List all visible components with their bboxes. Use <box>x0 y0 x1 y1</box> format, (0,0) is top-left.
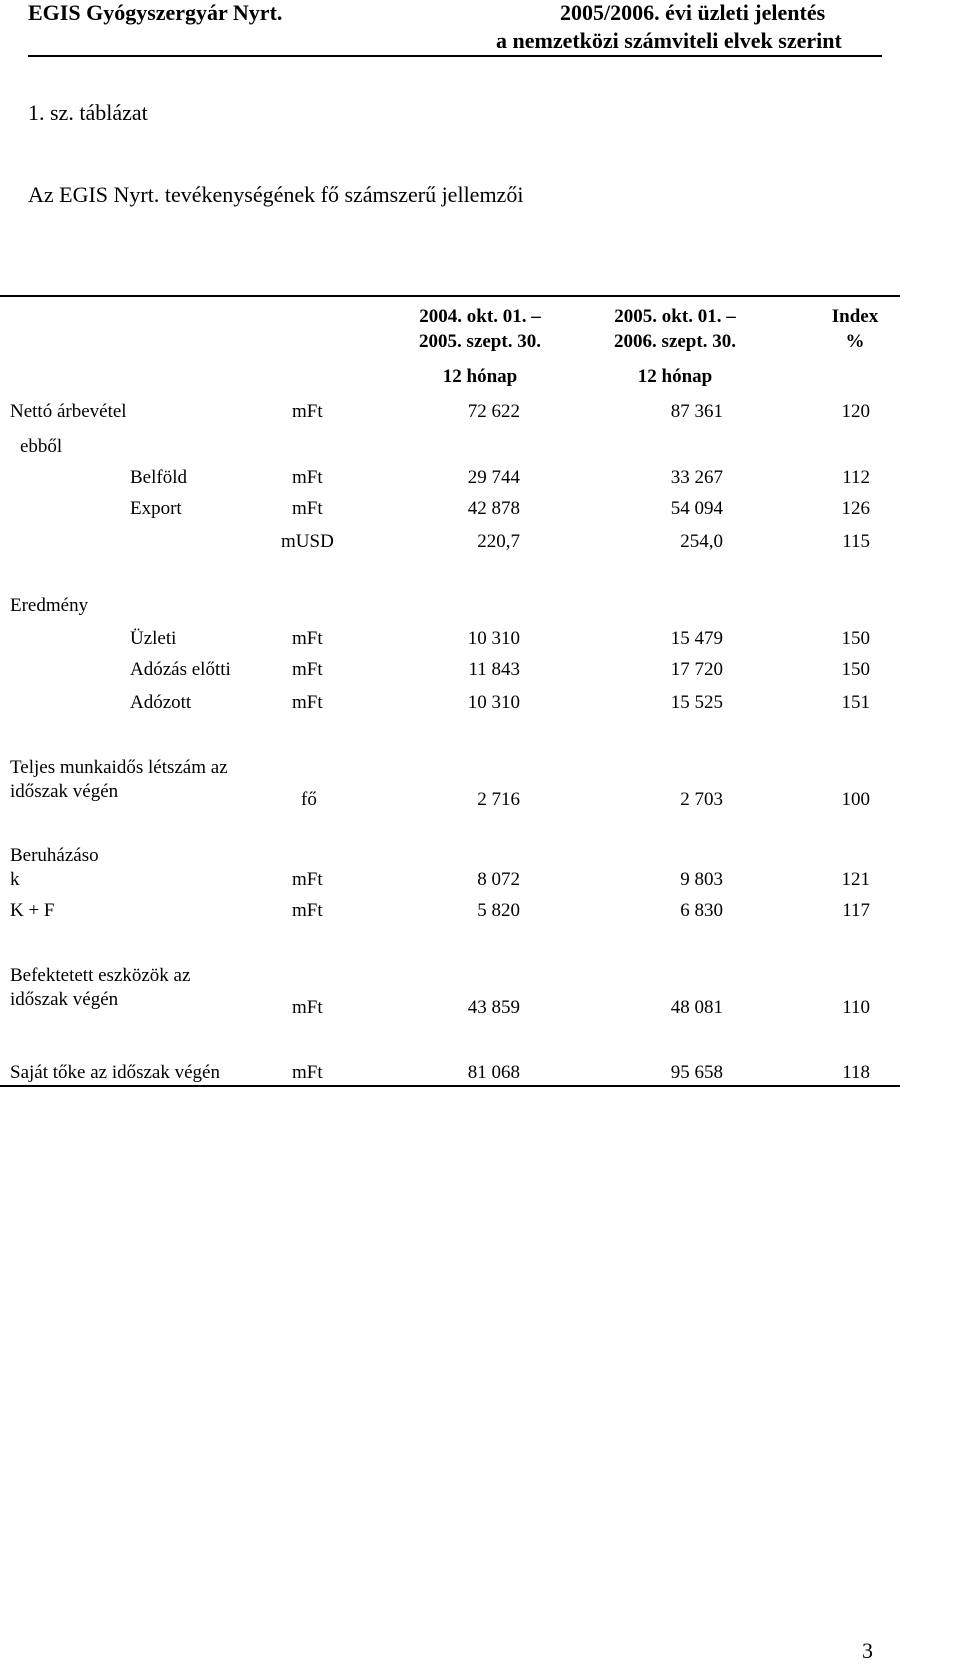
row-unit-investment: mFt <box>292 869 323 890</box>
row-unit-domestic: mFt <box>292 467 323 488</box>
col-period1-months: 12 hónap <box>442 366 518 387</box>
cell-equity-2005: 81 068 <box>467 1062 520 1083</box>
company-name: EGIS Gyógyszergyár Nyrt. <box>28 0 283 25</box>
row-unit-aftertax: mFt <box>292 692 323 713</box>
report-title-line2: a nemzetközi számviteli elvek szerint <box>496 28 842 53</box>
cell-rnd-index: 117 <box>842 900 870 921</box>
row-label-fixed-assets-line2: időszak végén <box>10 989 119 1010</box>
col-period2-line1: 2005. okt. 01. – <box>614 306 736 327</box>
table-bottom-rule <box>0 1085 900 1087</box>
row-label-headcount-line1: Teljes munkaidős létszám az <box>10 757 228 778</box>
page-number: 3 <box>862 1638 873 1663</box>
cell-operating-2005: 10 310 <box>467 628 520 649</box>
cell-domestic-index: 112 <box>842 467 870 488</box>
row-label-rnd: K + F <box>10 900 55 921</box>
cell-fixed-assets-index: 110 <box>842 997 870 1018</box>
cell-export-index: 126 <box>841 498 870 519</box>
cell-net-sales-2006: 87 361 <box>670 401 723 422</box>
cell-net-sales-index: 120 <box>841 401 870 422</box>
cell-net-sales-2005: 72 622 <box>467 401 520 422</box>
table-top-rule <box>0 295 900 297</box>
row-label-investment-line1: Beruházáso <box>10 845 99 866</box>
cell-pretax-2006: 17 720 <box>670 659 723 680</box>
row-unit-export-usd: mUSD <box>281 531 334 552</box>
cell-headcount-2006: 2 703 <box>680 789 723 810</box>
cell-pretax-index: 150 <box>841 659 870 680</box>
col-period2-months: 12 hónap <box>637 366 713 387</box>
cell-pretax-2005: 11 843 <box>468 659 520 680</box>
cell-export-usd-2005: 220,7 <box>477 531 520 552</box>
cell-export-2006: 54 094 <box>670 498 723 519</box>
row-label-of-which: ebből <box>20 436 63 457</box>
cell-rnd-2005: 5 820 <box>477 900 520 921</box>
cell-investment-2006: 9 803 <box>680 869 723 890</box>
report-title-line1: 2005/2006. évi üzleti jelentés <box>560 0 826 25</box>
cell-aftertax-2005: 10 310 <box>467 692 520 713</box>
col-index-line1: Index <box>831 306 879 327</box>
cell-export-usd-index: 115 <box>842 531 870 552</box>
row-label-headcount-line2: időszak végén <box>10 781 119 802</box>
cell-equity-index: 118 <box>842 1062 870 1083</box>
cell-investment-2005: 8 072 <box>477 869 520 890</box>
cell-domestic-2005: 29 744 <box>467 467 520 488</box>
row-label-pretax: Adózás előtti <box>130 659 231 680</box>
row-label-export: Export <box>130 498 182 519</box>
row-unit-operating: mFt <box>292 628 323 649</box>
cell-domestic-2006: 33 267 <box>670 467 723 488</box>
row-label-net-sales: Nettó árbevétel <box>10 401 127 422</box>
cell-rnd-2006: 6 830 <box>680 900 723 921</box>
col-index-line2: % <box>845 331 865 352</box>
cell-export-2005: 42 878 <box>467 498 520 519</box>
cell-headcount-2005: 2 716 <box>477 789 520 810</box>
cell-headcount-index: 100 <box>841 789 870 810</box>
row-label-aftertax: Adózott <box>130 692 192 713</box>
row-label-operating: Üzleti <box>130 628 177 649</box>
row-unit-fixed-assets: mFt <box>292 997 323 1018</box>
row-label-fixed-assets-line1: Befektetett eszközök az <box>10 965 191 986</box>
cell-aftertax-2006: 15 525 <box>670 692 723 713</box>
table-label: 1. sz. táblázat <box>28 100 148 125</box>
table-title: Az EGIS Nyrt. tevékenységének fő számszerű jellemzői <box>28 182 524 207</box>
row-label-equity: Saját tőke az időszak végén <box>10 1062 220 1083</box>
cell-equity-2006: 95 658 <box>670 1062 723 1083</box>
row-unit-pretax: mFt <box>292 659 323 680</box>
cell-export-usd-2006: 254,0 <box>680 531 723 552</box>
cell-operating-2006: 15 479 <box>670 628 723 649</box>
cell-aftertax-index: 151 <box>841 692 870 713</box>
col-period2-line2: 2006. szept. 30. <box>614 331 736 352</box>
col-period1-line2: 2005. szept. 30. <box>419 331 541 352</box>
cell-investment-index: 121 <box>841 869 870 890</box>
row-unit-equity: mFt <box>292 1062 323 1083</box>
header-rule <box>28 55 882 57</box>
row-label-domestic: Belföld <box>130 467 187 488</box>
row-label-result: Eredmény <box>10 595 89 616</box>
row-unit-export: mFt <box>292 498 323 519</box>
row-label-investment-line2: k <box>10 869 20 890</box>
cell-operating-index: 150 <box>841 628 870 649</box>
row-unit-net-sales: mFt <box>292 401 323 422</box>
col-period1-line1: 2004. okt. 01. – <box>419 306 541 327</box>
row-unit-rnd: mFt <box>292 900 323 921</box>
row-unit-headcount: fő <box>301 789 317 810</box>
cell-fixed-assets-2006: 48 081 <box>670 997 723 1018</box>
cell-fixed-assets-2005: 43 859 <box>467 997 520 1018</box>
